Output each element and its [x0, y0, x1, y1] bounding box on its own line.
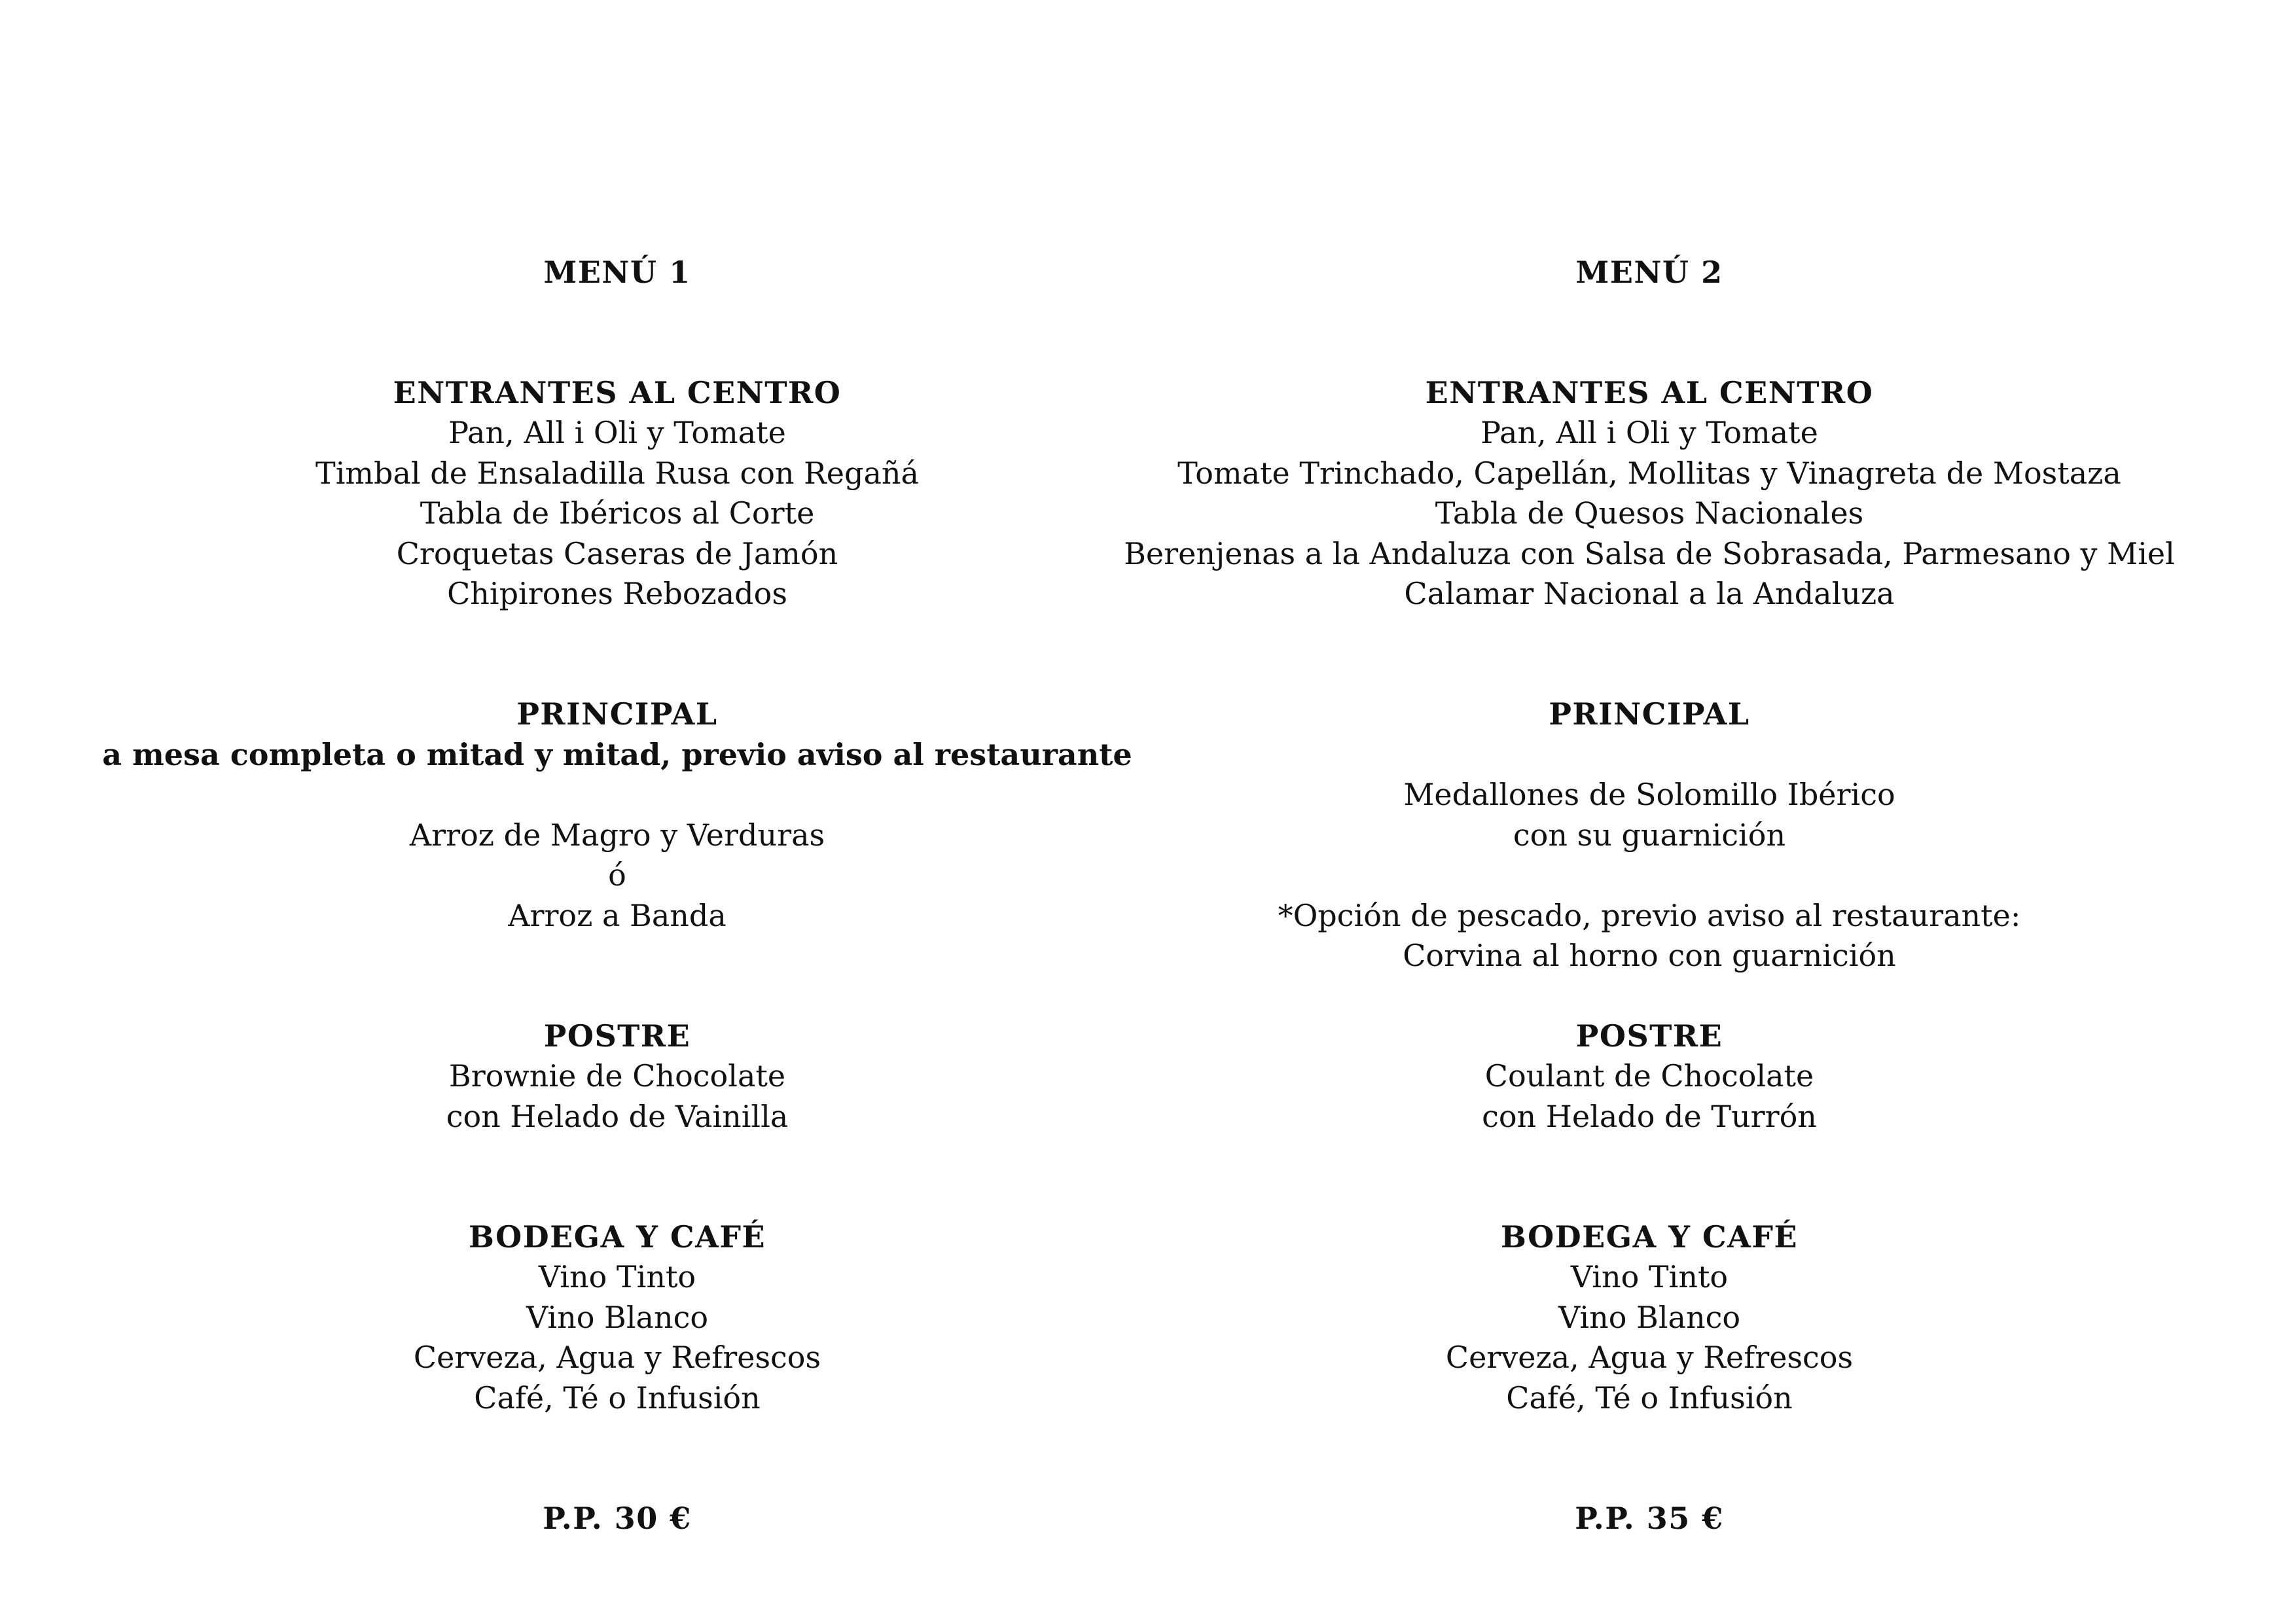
drinks-item: Cerveza, Agua y Refrescos — [413, 1340, 821, 1375]
drinks-item: Vino Blanco — [1558, 1300, 1741, 1335]
menu-title: MENÚ 1 — [543, 255, 691, 290]
drinks-item: Vino Blanco — [526, 1300, 709, 1335]
starter-item: Croquetas Caseras de Jamón — [396, 536, 838, 571]
main-item-separator: ó — [608, 857, 626, 893]
starter-item: Chipirones Rebozados — [447, 576, 787, 611]
starter-item: Pan, All i Oli y Tomate — [1480, 415, 1818, 450]
starter-item: Berenjenas a la Andaluza con Salsa de Sobrasada, Parmesano y Miel — [1124, 536, 2175, 571]
starter-item: Tomate Trinchado, Capellán, Mollitas y Vinagreta de Mostaza — [1177, 455, 2121, 491]
drinks-heading: BODEGA Y CAFÉ — [468, 1219, 766, 1255]
menu-title: MENÚ 2 — [1575, 255, 1723, 290]
main-note: a mesa completa o mitad y mitad, previo aviso al restaurante — [102, 737, 1132, 772]
fish-option-note: *Opción de pescado, previo aviso al restaurante: — [1278, 898, 2021, 933]
dessert-item: Coulant de Chocolate — [1484, 1058, 1814, 1094]
main-item: Medallones de Solomillo Ibérico — [1403, 777, 1895, 812]
dessert-item: Brownie de Chocolate — [448, 1058, 786, 1094]
starter-item: Tabla de Quesos Nacionales — [1435, 495, 1864, 531]
drinks-item: Café, Té o Infusión — [474, 1380, 761, 1416]
main-item: Arroz a Banda — [508, 898, 726, 933]
drinks-item: Vino Tinto — [538, 1259, 696, 1294]
drinks-heading: BODEGA Y CAFÉ — [1500, 1219, 1799, 1255]
drinks-item: Cerveza, Agua y Refrescos — [1445, 1340, 1854, 1375]
main-heading: PRINCIPAL — [516, 696, 718, 732]
main-heading: PRINCIPAL — [1549, 696, 1750, 732]
starter-item: Timbal de Ensaladilla Rusa con Regañá — [315, 455, 919, 491]
dessert-item: con Helado de Turrón — [1482, 1099, 1817, 1134]
fish-option-item: Corvina al horno con guarnición — [1403, 938, 1896, 973]
menu-2-column — [1034, 0, 2265, 1623]
dessert-heading: POSTRE — [543, 1018, 691, 1054]
main-item: Arroz de Magro y Verduras — [409, 817, 825, 853]
drinks-item: Vino Tinto — [1570, 1259, 1729, 1294]
dessert-item: con Helado de Vainilla — [446, 1099, 789, 1134]
starters-heading: ENTRANTES AL CENTRO — [393, 375, 842, 410]
starter-item: Pan, All i Oli y Tomate — [448, 415, 786, 450]
starters-heading: ENTRANTES AL CENTRO — [1425, 375, 1874, 410]
starter-item: Tabla de Ibéricos al Corte — [420, 495, 815, 531]
starter-item: Calamar Nacional a la Andaluza — [1404, 576, 1895, 611]
dessert-heading: POSTRE — [1575, 1018, 1723, 1054]
drinks-item: Café, Té o Infusión — [1506, 1380, 1793, 1416]
main-item: con su guarnición — [1513, 817, 1786, 853]
price: P.P. 30 € — [543, 1501, 692, 1536]
price: P.P. 35 € — [1575, 1501, 1724, 1536]
